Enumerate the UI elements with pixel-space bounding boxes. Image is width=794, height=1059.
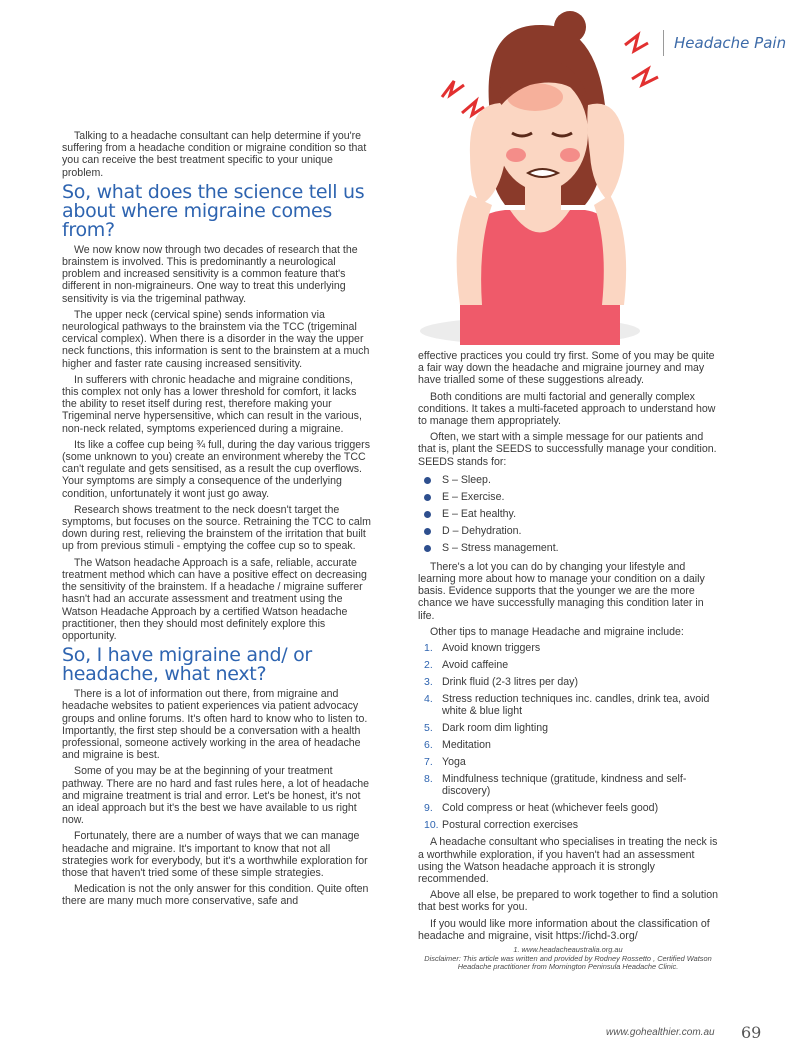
disclaimer: Disclaimer: This article was written and provided by Rodney Rossetto , Certified Watson Headache practitioner from Mornington Peninsula Headache Clinic. <box>424 953 712 972</box>
paragraph: The upper neck (cervical spine) sends information via neurological pathways to the brainstem via the TCC (trigeminal cervical complex). When there is a disorder in the way the upper neck functions, this information is sent to the brainstem at a much higher and faster rate causing increased sensitivity. <box>62 308 370 370</box>
paragraph: We now know now through two decades of research that the brainstem is involved. This is predominantly a neurological problem and increased sensitivity is a common feature that's different in non-migraineurs. One way to treat this underlying sensitivity is via the trigeminal pathway. <box>62 243 358 305</box>
paragraph: Above all else, be prepared to work together to find a solution that best works for you. <box>418 889 718 914</box>
bullet-icon <box>424 511 431 518</box>
woman-headache-illustration <box>420 5 720 350</box>
paragraph: Both conditions are multi factorial and generally complex conditions. It takes a multi-faceted approach to understand how to manage them appropriately. <box>418 390 716 428</box>
list-item: S – Sleep. <box>418 472 718 489</box>
bullet-icon <box>424 494 431 501</box>
seeds-list <box>418 472 718 557</box>
paragraph: In sufferers with chronic headache and migraine conditions, this complex not only has a lower threshold for comfort, it lacks the ability to reset itself during rest, therefore making your Trigeminal nerve hypersensitive, which can result in the various, non-neck related, symptoms experienced during a migraine. <box>62 373 362 435</box>
paragraph: Its like a coffee cup being ¾ full, during the day various triggers (some unknown to you) create an environment whereby the TCC can't regulate and gets sensitised, as a result the cup overflows. Your symptoms are simply a consequence of the underlying condition, unfortunately it wont just go away. <box>62 438 371 500</box>
list-item: D – Dehydration. <box>418 523 718 540</box>
list-item: 6. Meditation <box>424 739 491 752</box>
intro-paragraph: Talking to a headache consultant can help determine if you're suffering from a headache condition or migraine condition so that you can receive the best treatment specific to your unique problem. <box>62 130 367 179</box>
list-item: 3. Drink fluid (2-3 litres per day) <box>424 676 578 689</box>
section-tab-label: Headache Pain <box>674 34 787 52</box>
paragraph: There is a lot of information out there, from migraine and headache websites to patient experiences via patient advocacy groups and online forums. It's often hard to know who to listen to. Importantly, the first step should be a conversation with a health professional, someone actively working in the area of headache and migraine is best. <box>62 688 368 762</box>
list-item: 7. Yoga <box>424 756 466 769</box>
paragraph: Fortunately, there are a number of ways that we can manage headache and migraine. It's important to know that not all strategies work for everybody, but it's a worthwhile exploration for those that haven't tried some of these simple strategies. <box>62 830 368 879</box>
list-item: E – Eat healthy. <box>418 506 718 523</box>
tips-list <box>418 642 718 832</box>
list-item: 4. Stress reduction techniques inc. candles, drink tea, avoid white & blue light <box>424 693 710 718</box>
page-number: 69 <box>741 1023 762 1042</box>
list-item: E – Exercise. <box>418 489 718 506</box>
left-column <box>62 130 372 912</box>
heading-what-next: So, I have migraine and/ or headache, what next? <box>62 644 312 686</box>
list-item: S – Stress management. <box>418 540 718 557</box>
list-item: 2. Avoid caffeine <box>424 659 509 672</box>
website-url: www.gohealthier.com.au <box>606 1027 715 1038</box>
bullet-icon <box>424 528 431 535</box>
footnote <box>418 946 718 972</box>
paragraph: A headache consultant who specialises in treating the neck is a worthwhile exploration, if you haven't had an assessment using the Watson headache approach it is strongly recommended. <box>418 836 718 886</box>
bullet-icon <box>424 477 431 484</box>
heading-science: So, what does the science tell us about where migraine comes from? <box>62 180 365 241</box>
paragraph: There's a lot you can do by changing your lifestyle and learning more about how to manage your condition on a daily basis. Evidence supports that the younger we are the more chance we have successfully managing this condition later in life. <box>418 560 705 622</box>
list-item: 10. Postural correction exercises <box>424 819 579 832</box>
paragraph: Often, we start with a simple message for our patients and that is, plant the SEEDS to successfully manage your condition. SEEDS stands for: <box>418 431 717 468</box>
list-item: 1. Avoid known triggers <box>424 642 541 655</box>
paragraph: If you would like more information about the classification of headache and migraine, visit https://ichd-3.org/ <box>418 917 710 942</box>
paragraph: Other tips to manage Headache and migraine include: <box>430 625 684 638</box>
paragraph: effective practices you could try first. Some of you may be quite a fair way down the headache and migraine journey and may have trialled some of these suggestions already. <box>418 350 715 387</box>
bullet-icon <box>424 545 431 552</box>
list-item: 8. Mindfulness technique (gratitude, kindness and self-discovery) <box>424 773 687 798</box>
list-item: 5. Dark room dim lighting <box>424 722 548 735</box>
paragraph: Research shows treatment to the neck doesn't target the symptoms, but focuses on the source. Retraining the TCC to calm down during rest, relieving the brainstem of the irritation that built up from previous stimuli - emptying the coffee cup so to speak. <box>62 503 371 553</box>
list-item: 9. Cold compress or heat (whichever feels good) <box>424 802 659 815</box>
right-column <box>418 350 718 972</box>
footnote-reference: 1. www.headacheaustralia.org.au <box>513 945 623 955</box>
paragraph: Some of you may be at the beginning of your treatment pathway. There are no hard and fast rules here, a lot of headache and migraine treatment is trial and error. Let's be honest, it's not an ideal approach but it's the best we have available to us right now. <box>62 765 370 827</box>
page-footer <box>606 1023 762 1042</box>
paragraph: The Watson headache Approach is a safe, reliable, accurate treatment method which can have a positive effect on decreasing the sensitivity of the brainstem. If a headache / migraine sufferer hasn't had an accurate assessment and treatment using the Watson Headache Approach by a certified Watson headache practitioner, then they should most definitely explore this opportunity. <box>62 556 367 642</box>
paragraph: Medication is not the only answer for this condition. Quite often there are many much more conservative, safe and <box>62 883 369 908</box>
